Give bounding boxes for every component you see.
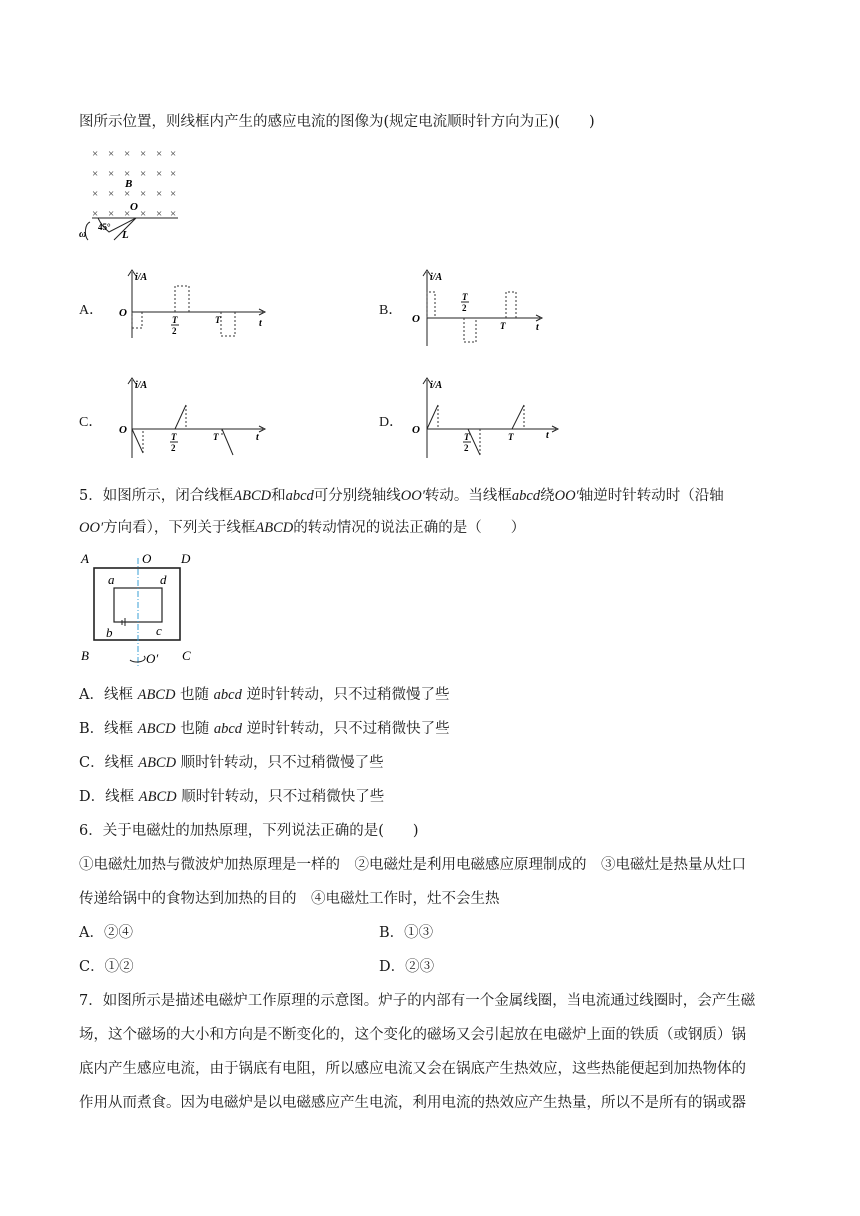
q7-line2: 场，这个磁场的大小和方向是不断变化的，这个变化的磁场又会引起放在电磁炉上面的铁质（或钢质）锅 <box>79 1027 746 1043</box>
field-mark: × <box>170 148 177 160</box>
t-label: t <box>536 322 539 333</box>
option-c-letter: C． <box>79 415 103 430</box>
option-b-letter: B． <box>379 303 403 318</box>
label-a: a <box>108 572 115 587</box>
q6-option-c: C．①② <box>79 959 134 975</box>
origin-label: O <box>119 307 127 319</box>
option-c-graph <box>115 376 270 461</box>
half-den: 2 <box>171 443 176 453</box>
label-d: d <box>160 572 167 587</box>
q5-option-d: D．线框 ABCD 顺时针转动，只不过稍微快了些 <box>79 789 385 805</box>
q6-stem: 6．关于电磁灶的加热原理，下列说法正确的是( ) <box>79 823 419 839</box>
t-label: t <box>259 318 262 329</box>
field-mark: × <box>108 188 115 200</box>
q7-line1: 7．如图所示是描述电磁炉工作原理的示意图。炉子的内部有一个金属线圈，当电流通过线圈时，会产生磁 <box>79 993 756 1009</box>
field-mark: × <box>140 208 147 220</box>
option-d-graph <box>410 376 565 461</box>
q6-option-a: A．②④ <box>79 925 133 941</box>
field-mark: × <box>140 168 147 180</box>
field-mark: × <box>108 208 115 220</box>
label-B: B <box>81 648 89 663</box>
half-period: T <box>171 432 177 442</box>
q4-figure <box>78 144 188 242</box>
q5-option-c: C．线框 ABCD 顺时针转动，只不过稍微慢了些 <box>79 755 384 771</box>
q6-option-b: B．①③ <box>379 925 434 941</box>
label-B: B <box>125 178 133 190</box>
q5-option-a: A．线框 ABCD 也随 abcd 逆时针转动，只不过稍微慢了些 <box>79 687 450 703</box>
ylabel: i/A <box>430 272 443 283</box>
q6-statements-line2: 传递给锅中的食物达到加热的目的 ④电磁灶工作时，灶不会生热 <box>79 891 500 907</box>
field-mark: × <box>170 208 177 220</box>
q6-option-d: D．②③ <box>379 959 435 975</box>
q7-line4: 作用从而煮食。因为电磁炉是以电磁感应产生电流，利用电流的热效应产生热量，所以不是所有的锅或器 <box>79 1095 746 1111</box>
field-mark: × <box>124 148 131 160</box>
field-mark: × <box>108 148 115 160</box>
q4-stem-tail: 图所示位置，则线框内产生的感应电流的图像为(规定电流顺时针方向为正)( ) <box>79 114 595 130</box>
t-label: t <box>256 432 259 443</box>
half-period: T <box>462 292 468 302</box>
label-A: A <box>81 551 89 566</box>
option-a-letter: A． <box>79 303 104 318</box>
field-mark: × <box>140 148 147 160</box>
label-c: c <box>156 623 162 638</box>
label-C: C <box>182 648 191 663</box>
q7-line3: 底内产生感应电流，由于锅底有电阻，所以感应电流又会在锅底产生热效应，这些热能便起到加热物体的 <box>79 1061 746 1077</box>
half-den: 2 <box>464 443 469 453</box>
full-period: T <box>500 321 506 331</box>
field-mark: × <box>170 188 177 200</box>
half-den: 2 <box>172 326 177 336</box>
field-mark: × <box>92 208 99 220</box>
label-O-prime: O′ <box>146 651 159 666</box>
full-period: T <box>213 432 219 442</box>
field-mark: × <box>108 168 115 180</box>
field-mark: × <box>124 208 131 220</box>
field-mark: × <box>124 168 131 180</box>
half-period: T <box>172 315 178 325</box>
field-mark: × <box>156 168 163 180</box>
q5-stem-line1: 5．如图所示，闭合线框ABCD和abcd可分别绕轴线OO′转动。当线框abcd绕OO′轴逆时针转动时（沿轴 <box>79 488 724 504</box>
label-O: O <box>130 201 138 213</box>
label-D: D <box>181 551 191 566</box>
field-mark: × <box>92 188 99 200</box>
option-a-graph <box>115 268 270 343</box>
option-b-graph <box>410 268 565 348</box>
field-mark: × <box>92 168 99 180</box>
origin-label: O <box>412 424 420 436</box>
ylabel: i/A <box>135 272 148 283</box>
q6-statements-line1: ①电磁灶加热与微波炉加热原理是一样的 ②电磁灶是利用电磁感应原理制成的 ③电磁灶是热量从灶口 <box>79 857 746 873</box>
label-omega: ω <box>79 229 87 240</box>
half-period: T <box>464 432 470 442</box>
origin-label: O <box>119 424 127 436</box>
half-den: 2 <box>462 303 467 313</box>
option-d-letter: D． <box>379 415 404 430</box>
origin-label: O <box>412 313 420 325</box>
t-label: t <box>546 430 549 441</box>
field-mark: × <box>140 188 147 200</box>
q5-figure <box>78 546 208 668</box>
field-mark: × <box>124 188 131 200</box>
field-mark: × <box>92 148 99 160</box>
ylabel: i/A <box>135 380 148 391</box>
field-mark: × <box>156 148 163 160</box>
full-period: T <box>215 315 221 325</box>
q5-option-b: B．线框 ABCD 也随 abcd 逆时针转动，只不过稍微快了些 <box>79 721 450 737</box>
label-b: b <box>106 625 113 640</box>
field-mark: × <box>156 208 163 220</box>
full-period: T <box>508 432 514 442</box>
label-O: O <box>142 551 152 566</box>
field-mark: × <box>156 188 163 200</box>
q5-stem-line2: OO′方向看），下列关于线框ABCD的转动情况的说法正确的是（ ） <box>79 520 526 536</box>
label-angle: 45° <box>98 222 111 232</box>
field-mark: × <box>170 168 177 180</box>
label-L: L <box>122 229 129 241</box>
ylabel: i/A <box>430 380 443 391</box>
